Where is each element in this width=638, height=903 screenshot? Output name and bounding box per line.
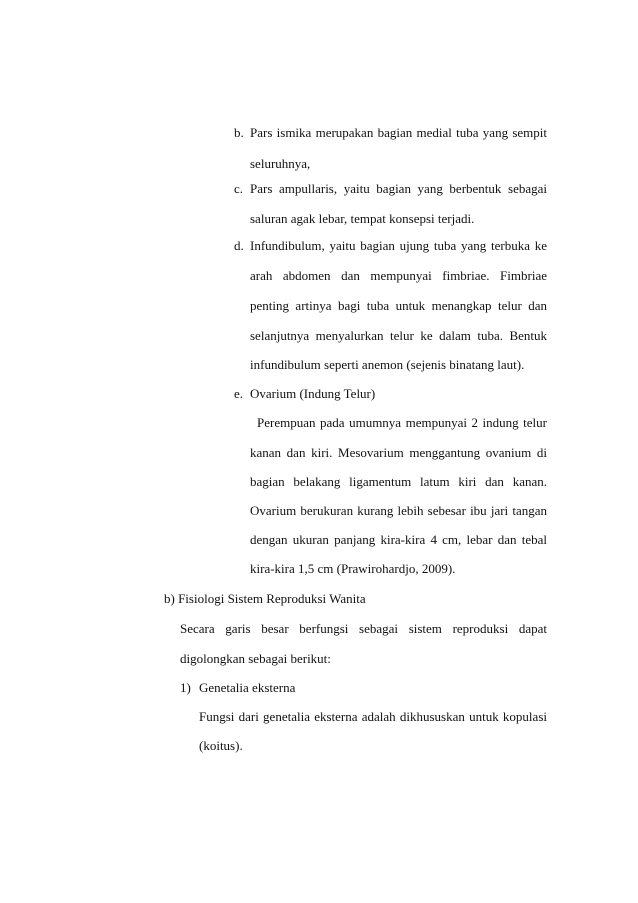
ovarium-para-line-3: bagian belakang ligamentum latum kiri dan kanan. [250, 474, 547, 489]
section-heading: b) Fisiologi Sistem Reproduksi Wanita [164, 591, 366, 606]
section-intro-line-2: digolongkan sebagai berikut: [180, 651, 331, 666]
item-d-line-4: selanjutnya menyalurkan telur ke dalam tuba. Bentuk [250, 328, 547, 343]
item-d-line-3: penting artinya bagi tuba untuk menangkap telur dan [250, 298, 547, 313]
ovarium-para-line-6: kira-kira 1,5 cm (Prawirohardjo, 2009). [250, 561, 456, 576]
sub-item-text-line-2: (koitus). [199, 738, 243, 753]
item-b-line-2: seluruhnya, [250, 156, 311, 171]
item-b-line-1: Pars ismika merupakan bagian medial tuba yang sempit [250, 125, 547, 140]
ovarium-para-line-4: Ovarium berukuran kurang lebih sebesar ibu jari tangan [250, 503, 547, 518]
sub-item-text-line-1: Fungsi dari genetalia eksterna adalah dikhususkan untuk kopulasi [199, 709, 547, 724]
list-marker-b: b. [234, 125, 244, 140]
item-d-line-2: arah abdomen dan mempunyai fimbriae. Fimbriae [250, 268, 547, 283]
list-marker-c: c. [234, 181, 244, 196]
ovarium-para-line-5: dengan ukuran panjang kira-kira 4 cm, lebar dan tebal [250, 532, 547, 547]
list-marker-e: e. [234, 386, 244, 401]
list-marker-d: d. [234, 238, 244, 253]
item-d-line-5: infundibulum seperti anemon (sejenis binatang laut). [250, 357, 525, 372]
item-c-line-2: saluran agak lebar, tempat konsepsi terjadi. [250, 211, 475, 226]
item-e-title: Ovarium (Indung Telur) [250, 386, 376, 401]
sub-item-marker: 1) [180, 680, 191, 695]
section-intro-line-1: Secara garis besar berfungsi sebagai sistem reproduksi dapat [180, 621, 547, 636]
ovarium-para-line-1: Perempuan pada umumnya mempunyai 2 indung telur [257, 415, 547, 430]
sub-item-title: Genetalia eksterna [199, 680, 296, 695]
ovarium-para-line-2: kanan dan kiri. Mesovarium menggantung ovanium di [250, 445, 547, 460]
item-d-line-1: Infundibulum, yaitu bagian ujung tuba yang terbuka ke [250, 238, 547, 253]
item-c-line-1: Pars ampullaris, yaitu bagian yang berbentuk sebagai [250, 181, 547, 196]
